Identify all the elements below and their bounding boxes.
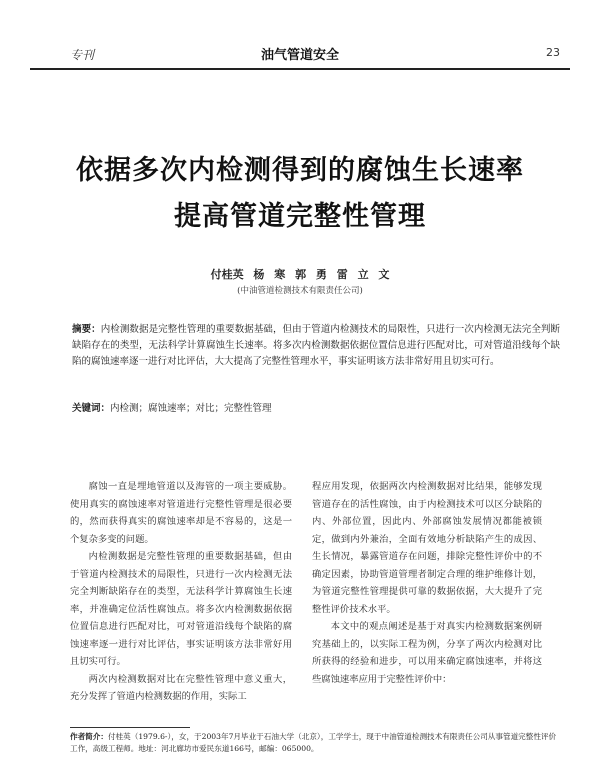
abstract xyxy=(72,322,560,370)
section-title: 油气管道安全 xyxy=(260,48,340,63)
title-line-2: 提高管道完整性管理 xyxy=(174,201,426,232)
body-paragraph: 两次内检测数据对比在完整性管理中意义重大，充分发挥了管道内检测数据的作用，实际工 xyxy=(70,673,292,702)
abstract-label: 摘要： xyxy=(72,324,101,335)
page-number: 23 xyxy=(546,46,560,59)
body-paragraph: 腐蚀一直是埋地管道以及海管的一项主要威胁。使用真实的腐蚀速率对管道进行完整性管理是很必要的，然而获得真实的腐蚀速率却是不容易的，这是一个复杂多变的问题。 xyxy=(70,481,292,545)
journal-name: 专刊 xyxy=(70,48,95,62)
abstract-text: 内检测数据是完整性管理的重要数据基础，但由于管道内检测技术的局限性，只进行一次内检测无法完全判断缺陷存在的类型，无法科学计算腐蚀生长速率。将多次内检测数据依据位置信息进行匹配对比，可对管道沿线每个缺陷的腐蚀速率逐一进行对比评估，大大提高了完整性管理水平，事实证明该方法非常好用且切实可行。 xyxy=(72,324,560,367)
footnote-text: 付桂英（1979.6-），女，于2003年7月毕业于石油大学（北京），工学学士，现于中油管道检测技术有限责任公司从事管道完整性评价工作，高级工程师。地址：河北廊坊市爱民东道166号，邮编：065000。 xyxy=(70,732,557,753)
body-column-right xyxy=(312,478,542,688)
keywords xyxy=(72,400,560,414)
article-title xyxy=(40,148,560,240)
body-paragraph: 本文中的观点阐述是基于对真实内检测数据案例研究基础上的，以实际工程为例，分享了两次内检测对比所获得的经验和进步，可以用来确定腐蚀速率，并将这些腐蚀速率应用于完整性评价中： xyxy=(312,621,542,685)
title-line-1: 依据多次内检测得到的腐蚀生长速率 xyxy=(76,155,524,186)
page-header xyxy=(30,40,570,70)
body-column-left xyxy=(70,478,292,706)
body-paragraph: 程应用发现，依据两次内检测数据对比结果，能够发现管道存在的活性腐蚀，由于内检测技术可以区分缺陷的内、外部位置，因此内、外部腐蚀发展情况都能被锁定，做到内外兼治，全面有效地分析缺陷产生的成因、生长情况，暴露管道存在问题，排除完整性评价中的不确定因素，协助管道管理者制定合理的维护维修计划，为管道完整性管理提供可靠的数据依据，大大提升了完整性评价技术水平。 xyxy=(312,481,542,615)
keywords-text: 内检测；腐蚀速率；对比；完整性管理 xyxy=(110,403,272,414)
authors: 付桂英 杨 寒 郭 勇 雷 立 文 xyxy=(210,268,390,281)
footnote-label: 作者简介： xyxy=(70,732,108,741)
body-paragraph: 内检测数据是完整性管理的重要数据基础，但由于管道内检测技术的局限性，只进行一次内检测无法完全判断缺陷存在的类型，无法科学计算腐蚀生长速率，并准确定位活性腐蚀点。将多次内检测数据依据位置信息进行匹配对比，可对管道沿线每个缺陷的腐蚀速率逐一进行对比评估，事实证明该方法非常好用且切实可行。 xyxy=(70,551,292,667)
footnote-divider xyxy=(70,727,190,728)
affiliation: (中油管道检测技术有限责任公司) xyxy=(237,286,363,296)
author-footnote xyxy=(70,731,560,755)
keywords-label: 关键词： xyxy=(72,403,111,414)
